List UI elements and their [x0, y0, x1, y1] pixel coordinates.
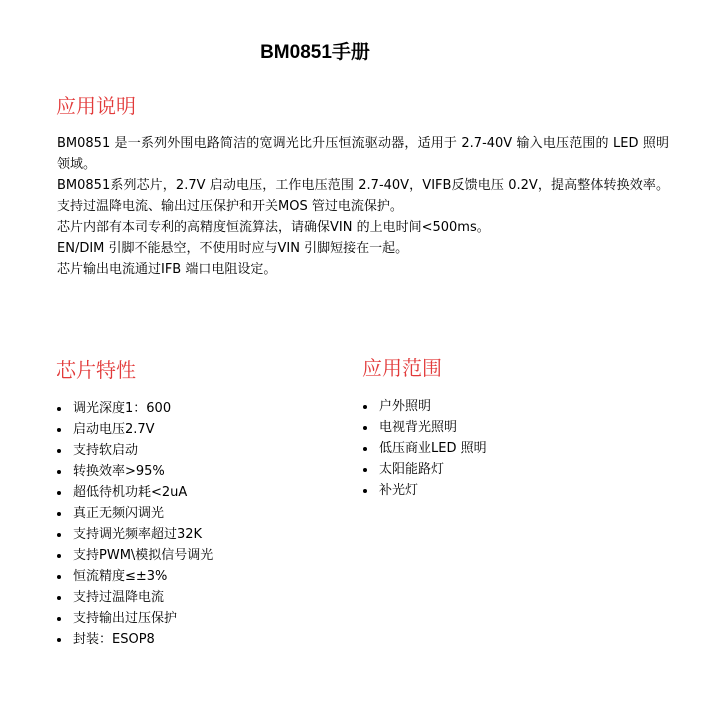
document-title: BM0851手册: [260, 42, 370, 63]
feature-item: 支持过温降电流: [56, 587, 213, 608]
application-item: 补光灯: [362, 480, 487, 501]
application-description-heading: 应用说明: [56, 94, 136, 118]
feature-item: 封装：ESOP8: [56, 629, 213, 650]
feature-item: 支持PWM\模拟信号调光: [56, 545, 213, 566]
feature-item: 支持输出过压保护: [56, 608, 213, 629]
intro-paragraph: EN/DIM 引脚不能悬空，不使用时应与VIN 引脚短接在一起。: [57, 241, 409, 256]
application-item: 太阳能路灯: [362, 459, 487, 480]
application-item: 电视背光照明: [362, 417, 487, 438]
feature-item: 转换效率>95%: [56, 461, 213, 482]
feature-item: 真正无频闪调光: [56, 503, 213, 524]
feature-item: 支持软启动: [56, 440, 213, 461]
application-item: 低压商业LED 照明: [362, 438, 487, 459]
chip-features-list: [56, 398, 213, 650]
intro-paragraph: 芯片内部有本司专利的高精度恒流算法，请确保VIN 的上电时间<500ms。: [57, 220, 490, 235]
feature-item: 恒流精度≤±3%: [56, 566, 213, 587]
intro-paragraph: 芯片输出电流通过IFB 端口电阻设定。: [57, 262, 277, 277]
application-description-body: [57, 133, 669, 280]
feature-item: 超低待机功耗<2uA: [56, 482, 213, 503]
feature-item: 调光深度1：600: [56, 398, 213, 419]
intro-paragraph: BM0851 是一系列外围电路简洁的宽调光比升压恒流驱动器，适用于 2.7-40V 输入电压范围的 LED 照明领域。: [57, 136, 669, 172]
feature-item: 启动电压2.7V: [56, 419, 213, 440]
application-range-heading: 应用范围: [362, 356, 442, 380]
application-range-list: [362, 396, 487, 501]
chip-features-heading: 芯片特性: [56, 358, 136, 382]
intro-paragraph: BM0851系列芯片，2.7V 启动电压，工作电压范围 2.7-40V，VIFB反馈电压 0.2V，提高整体转换效率。支持过温降电流、输出过压保护和开关MOS 管过电流保护。: [57, 178, 669, 214]
application-item: 户外照明: [362, 396, 487, 417]
feature-item: 支持调光频率超过32K: [56, 524, 213, 545]
